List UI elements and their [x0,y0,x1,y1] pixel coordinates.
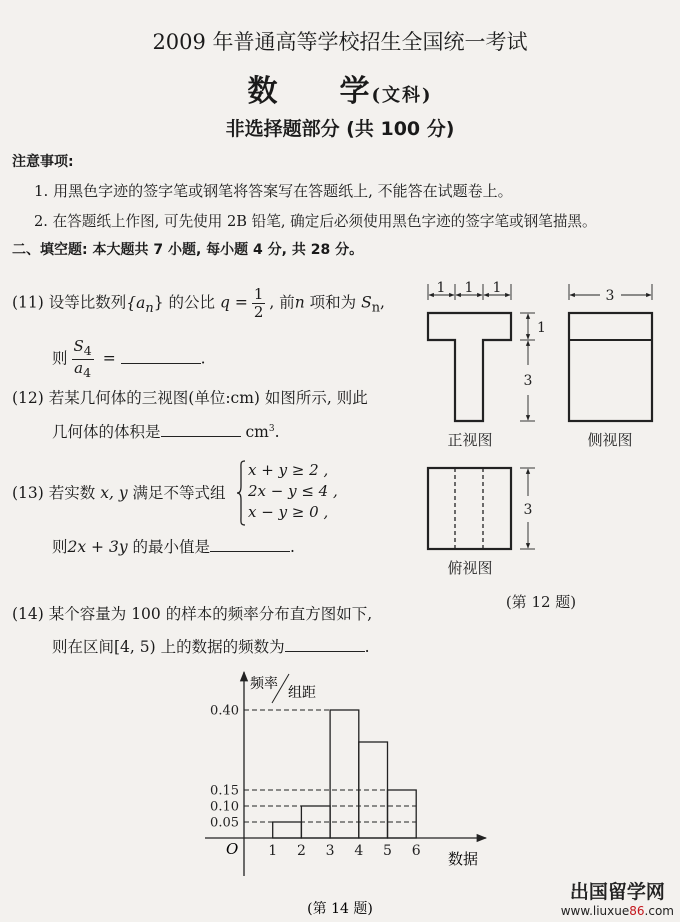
question-11-line2: 则 $\frac{S_4}{a_4}$ = . [52,337,206,380]
fraction: $\frac{1}{2}$ [253,285,264,321]
subject-char-2: 学 [339,74,372,109]
figure-14-caption: (第 14 题) [307,901,373,917]
section-heading: 二、填空题: 本大题共 7 小题, 每小题 4 分, 共 28 分。 [12,242,364,258]
x-tick-label: 4 [354,843,364,859]
ratio-fraction: $\frac{S_4}{a_4}$ [73,337,92,380]
question-11-line1: (11) 设等比数列$\{a_n\}$ 的公比 q = $\frac{1}{2}$ , 前n 项和为 $S_n$, [12,285,385,321]
x-tick-label: 2 [296,843,306,859]
y-axis-label-a: 频率 [250,676,278,692]
x-tick-label: 1 [268,843,278,859]
y-axis-label-b: 组距 [288,685,316,701]
subject-char-1: 数 [247,74,280,109]
origin-label: O [226,840,239,858]
note-item: 2. 在答题纸上作图, 可先使用 2B 铅笔, 确定后必须使用黑色字迹的签字笔或钢笔描黑。 [34,213,597,230]
top-view-label: 俯视图 [447,559,493,577]
y-tick-label: 0.05 [210,815,239,831]
question-13-line2: 则2x + 3y 的最小值是 . [52,538,295,556]
question-14-line2: 则在区间[4, 5) 上的数据的频数为 . [52,638,370,656]
histogram-bar [273,822,302,838]
dim-label: 1 [537,320,546,336]
dim-label: 3 [523,373,533,389]
y-tick-label: 0.40 [210,703,239,719]
y-tick-label: 0.10 [210,799,239,815]
dim-label: 1 [492,280,502,296]
dim-label: 1 [436,280,446,296]
dim-label: 3 [523,502,533,518]
front-view-label: 正视图 [447,431,493,449]
site-logo: 出国留学网 www.liuxue86.com [560,881,674,918]
x-tick-label: 5 [383,843,392,859]
x-tick-label: 6 [411,843,421,859]
x-tick-label: 3 [325,843,335,859]
exam-subtitle: 非选择题部分 (共 100 分) [225,118,455,140]
dim-label: 1 [464,280,474,296]
question-13-line1: (13) 若实数 x, y 满足不等式组 [12,484,226,502]
inequality-system: x + y ≥ 2 , 2x − y ≤ 4 , x − y ≥ 0 , [248,461,338,521]
note-item: 1. 用黑色字迹的签字笔或钢笔将答案写在答题纸上, 不能答在试题卷上。 [34,182,513,200]
notes-heading: 注意事项: [12,154,74,170]
question-14-line1: (14) 某个容量为 100 的样本的频率分布直方图如下, [12,605,373,623]
side-view-label: 侧视图 [587,431,633,449]
figure-12-caption: (第 12 题) [505,593,577,611]
y-tick-label: 0.15 [210,783,239,799]
histogram-bar [330,710,359,838]
subject-note: (文科) [371,85,433,106]
histogram-bar [388,790,417,838]
question-12-line1: (12) 若某几何体的三视图(单位:cm) 如图所示, 则此 [12,389,368,407]
dim-label: 3 [605,288,615,304]
x-axis-label: 数据 [448,850,479,868]
question-12-line2: 几何体的体积是 $cm^3$. [52,423,280,441]
exam-title: 2009 年普通高等学校招生全国统一考试 [152,30,528,54]
